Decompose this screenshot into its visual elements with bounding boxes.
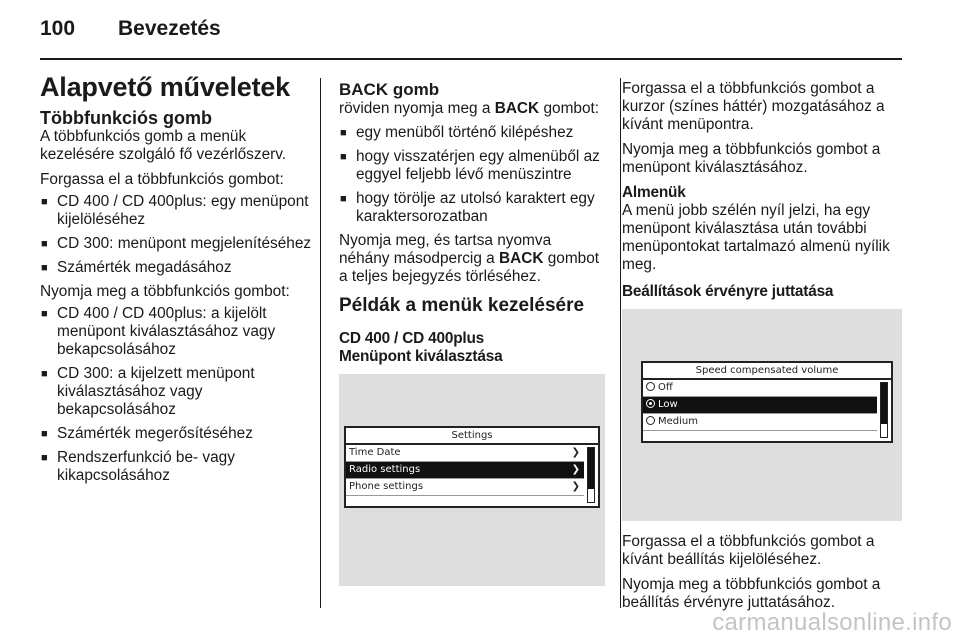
menu-row[interactable]: [346, 445, 584, 462]
back-keyword: BACK: [499, 250, 544, 267]
paragraph: Forgassa el a többfunkciós gombot a kívánt beállítás kijelöléséhez.: [622, 533, 875, 568]
list-item: ■ hogy visszatérjen egy almenüből az eggyel feljebb lévő menüszintre: [339, 148, 605, 184]
page-number: 100: [40, 17, 76, 40]
chevron-right-icon: ❯: [571, 481, 580, 492]
list-item: ■ egy menüből történő kilépéshez: [339, 124, 605, 142]
back-intro: röviden nyomja meg a BACK gombot:: [339, 100, 600, 117]
menu-row-label: Radio settings: [349, 464, 421, 475]
settings-panel-title: Settings: [346, 428, 598, 445]
volume-screenshot: [622, 309, 902, 521]
menu-row[interactable]: [346, 462, 584, 479]
volume-panel: [641, 361, 893, 443]
scrollbar-thumb: [881, 383, 887, 424]
list-item: ■ Rendszerfunkció be- vagy kikapcsolásához: [40, 449, 312, 485]
option-label: Off: [658, 382, 673, 393]
radio-icon: [646, 399, 655, 408]
list-item: ■ CD 400 / CD 400plus: egy menüpont kijelöléséhez: [40, 193, 312, 229]
paragraph: Forgassa el a többfunkciós gombot a kurzor (színes háttér) mozgatásához a kívánt menüpontra.: [622, 80, 885, 133]
column-divider-2: [620, 78, 621, 608]
menu-row-label: Time Date: [349, 447, 401, 458]
list-item: ■ Számérték megerősítéséhez: [40, 425, 312, 443]
back-list: [339, 124, 605, 226]
header-rule: [40, 58, 902, 60]
menu-row-label: Phone settings: [349, 481, 424, 492]
volume-panel-title: Speed compensated volume: [643, 363, 891, 380]
option-row[interactable]: [643, 414, 877, 431]
option-row[interactable]: [643, 397, 877, 414]
option-label: Medium: [658, 416, 698, 427]
press-list: [40, 305, 312, 485]
list-item: ■ Számérték megadásához: [40, 259, 312, 277]
radio-icon: [646, 382, 655, 391]
scrollbar: [587, 447, 595, 503]
activate-title: Beállítások érvényre juttatása: [622, 283, 834, 300]
select-title: Menüpont kiválasztása: [339, 348, 503, 365]
paragraph: Nyomja meg a többfunkciós gombot a beállítás érvényre juttatásához.: [622, 576, 881, 611]
submenu-title: Almenük: [622, 184, 686, 201]
list-item: ■ hogy törölje az utolsó karaktert egy karaktersorozatban: [339, 190, 605, 226]
back-keyword: BACK: [494, 100, 540, 117]
list-item: ■ CD 400 / CD 400plus: a kijelölt menüpont kiválasztásához vagy bekapcsolásához: [40, 305, 312, 359]
subsection-title: Többfunkciós gomb: [40, 108, 212, 128]
examples-title: Példák a menük kezelésére: [339, 295, 585, 316]
column-3: [622, 80, 906, 619]
back-title: BACK gomb: [339, 80, 440, 99]
list-item: ■ CD 300: a kijelzett menüpont kiválasztásához vagy bekapcsolásához: [40, 365, 312, 419]
model-title: CD 400 / CD 400plus: [339, 330, 485, 347]
paragraph: Nyomja meg a többfunkciós gombot a menüpont kiválasztásához.: [622, 141, 881, 176]
menu-row[interactable]: [346, 479, 584, 496]
running-title: Bevezetés: [118, 17, 221, 40]
chevron-right-icon: ❯: [571, 447, 580, 458]
section-title: Alapvető műveletek: [40, 72, 290, 102]
settings-screenshot: [339, 374, 605, 586]
column-1: [40, 70, 312, 491]
submenu-text: A menü jobb szélén nyíl jelzi, ha egy menüpont kiválasztása után további menüpontokat tartalmazó almenü nyílik meg.: [622, 202, 890, 273]
watermark: carmanualsonline.info: [712, 609, 952, 636]
list-item: ■ CD 300: menüpont megjelenítéséhez: [40, 235, 312, 253]
hold-text: Nyomja meg, és tartsa nyomva néhány másodpercig a BACK gombot a teljes bejegyzés törléséhez.: [339, 232, 600, 285]
turn-list: [40, 193, 312, 277]
settings-panel: [344, 426, 600, 508]
radio-icon: [646, 416, 655, 425]
option-label: Low: [658, 399, 678, 410]
scrollbar: [880, 382, 888, 438]
scrollbar-thumb: [588, 448, 594, 489]
column-divider-1: [320, 78, 321, 608]
option-row[interactable]: [643, 380, 877, 397]
intro-text: A többfunkciós gomb a menük kezelésére szolgáló fő vezérlőszerv.: [40, 128, 287, 163]
column-2: [339, 80, 605, 586]
chevron-right-icon: ❯: [571, 464, 580, 475]
turn-intro: Forgassa el a többfunkciós gombot:: [40, 171, 284, 188]
press-intro: Nyomja meg a többfunkciós gombot:: [40, 283, 290, 300]
